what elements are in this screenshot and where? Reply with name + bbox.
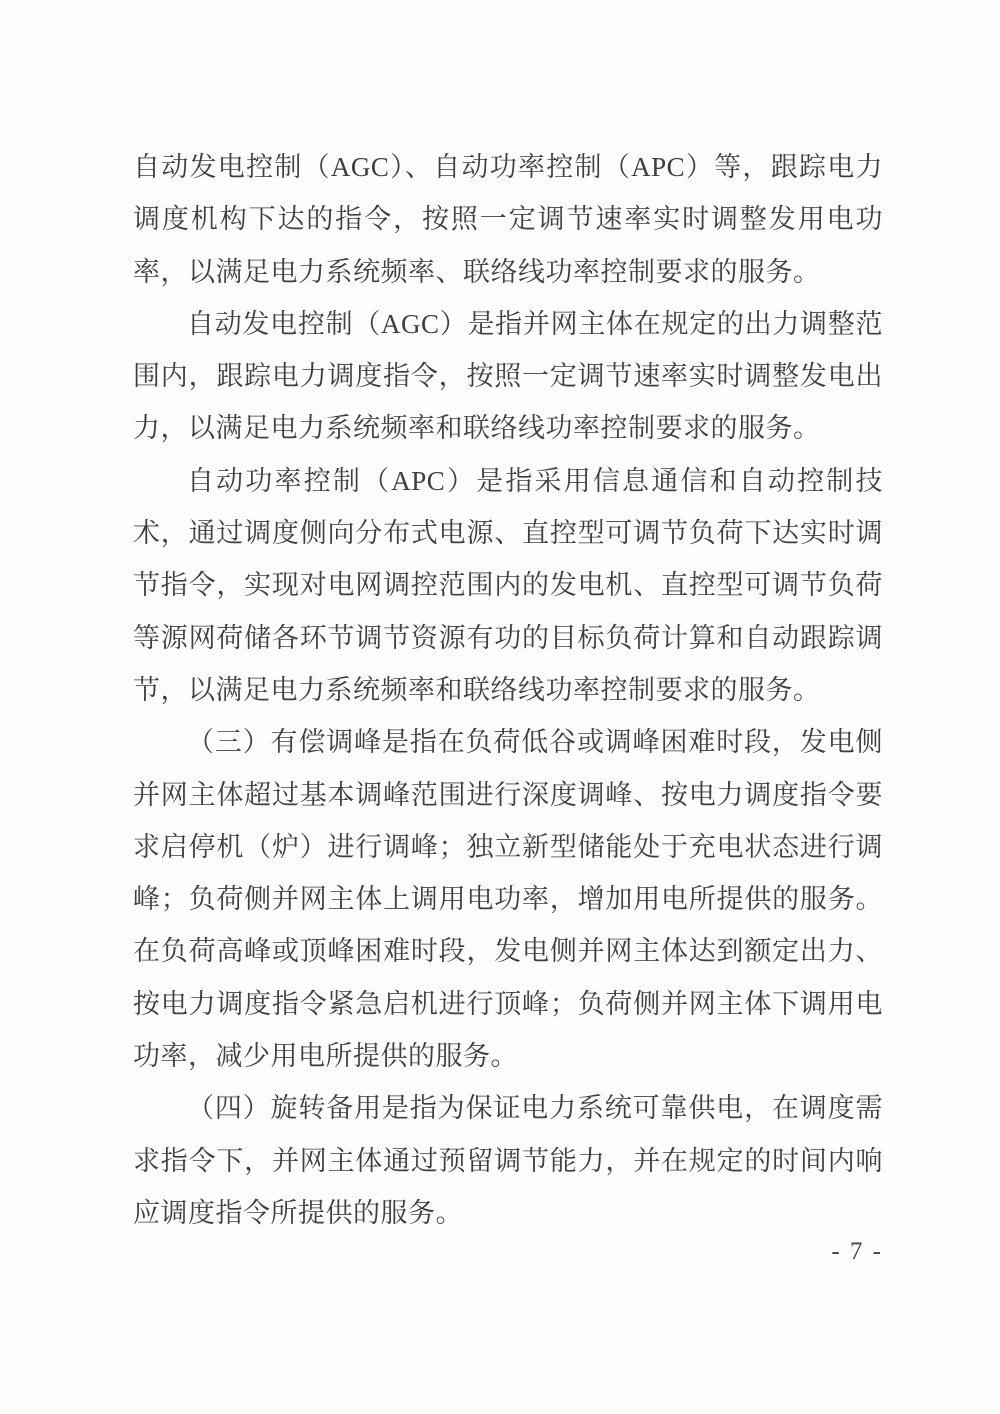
paragraph-item-3-compensated-peak-regulation: （三）有偿调峰是指在负荷低谷或调峰困难时段，发电侧并网主体超过基本调峰范围进行深度调峰、按电力调度指令要求启停机（炉）进行调峰；独立新型储能处于充电状态进行调峰；负荷侧并网主体上调用电功率，增加用电所提供的服务。在负荷高峰或顶峰困难时段，发电侧并网主体达到额定出力、按电力调度指令紧急启机进行顶峰；负荷侧并网主体下调用电功率，减少用电所提供的服务。 (133, 727, 883, 1072)
page-footer (133, 1236, 883, 1268)
paragraph-agc-definition: 自动发电控制（AGC）是指并网主体在规定的出力调整范围内，跟踪电力调度指令，按照一定调节速率实时调整发电出力，以满足电力系统频率和联络线功率控制要求的服务。 (133, 308, 883, 444)
page-number: - 7 - (831, 1238, 883, 1265)
document-body (133, 141, 883, 1239)
paragraph-apc-definition: 自动功率控制（APC）是指采用信息通信和自动控制技术，通过调度侧向分布式电源、直控型可调节负荷下达实时调节指令，实现对电网调控范围内的发电机、直控型可调节负荷等源网荷储各环节调节资源有功的目标负荷计算和自动跟踪调节，以满足电力系统频率和联络线功率控制要求的服务。 (133, 465, 883, 705)
paragraph-continuation-frequency-regulation: 自动发电控制（AGC）、自动功率控制（APC）等，跟踪电力调度机构下达的指令，按照一定调节速率实时调整发用电功率，以满足电力系统频率、联络线功率控制要求的服务。 (133, 152, 883, 287)
paragraph-item-4-spinning-reserve: （四）旋转备用是指为保证电力系统可靠供电，在调度需求指令下，并网主体通过预留调节能力，并在规定的时间内响应调度指令所提供的服务。 (133, 1093, 883, 1228)
